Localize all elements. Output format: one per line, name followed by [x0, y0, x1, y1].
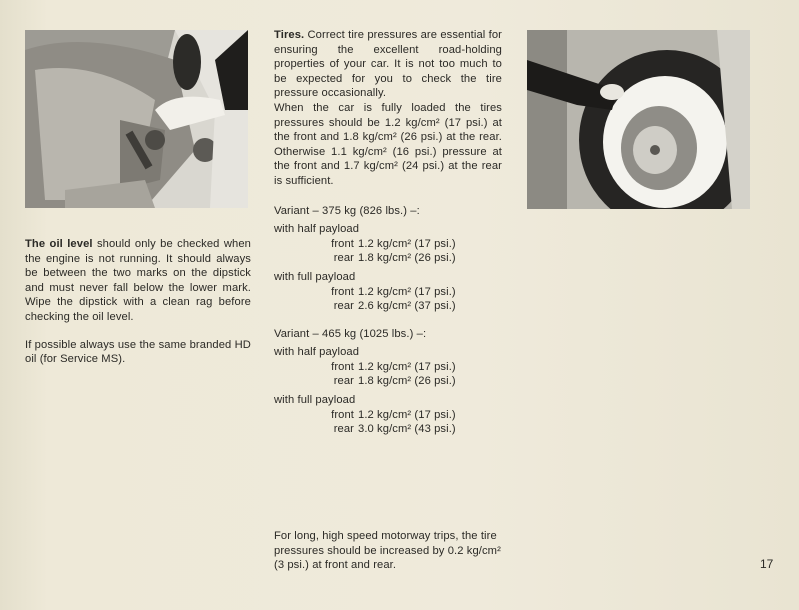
oil-level-section	[25, 237, 251, 367]
pressure-value: 1.2 kg/cm² (17 psi.)	[358, 237, 456, 250]
payload-label: with full payload	[274, 394, 356, 407]
motorway-note-text: For long, high speed motorway trips, the tire pressures should be increased by 0.2 kg/cm² (3 psi.) at front and rear.	[274, 530, 501, 572]
tires-intro-text: Correct tire pressures are essential for ensuring the excellent road-holding properties of your car. It is not too much to be expected for you to check the tire pressure occasionally.	[274, 29, 502, 100]
pressure-row	[274, 422, 502, 437]
pressure-row	[274, 299, 502, 314]
pressure-value: 1.2 kg/cm² (17 psi.)	[358, 360, 456, 373]
pressure-row	[274, 374, 502, 389]
tires-heading: Tires.	[274, 29, 305, 41]
variant-title: Variant – 375 kg (826 lbs.) –:	[274, 204, 420, 217]
tires-loaded-text: When the car is fully loaded the tires pressures should be 1.2 kg/cm² (17 psi.) at the front and 1.8 kg/cm² (26 psi.) at the rear. Otherwise 1.1 kg/cm² (16 psi.) pressure at the front and 1.7 kg/cm² (24 psi.) at the rear is sufficient.	[274, 101, 502, 187]
variant-title: Variant – 465 kg (1025 lbs.) –:	[274, 327, 427, 340]
axle-label: rear	[333, 252, 354, 265]
payload-label: with half payload	[274, 346, 360, 359]
payload-label: with full payload	[274, 270, 356, 283]
pressure-row	[274, 251, 502, 266]
tires-intro-paragraph	[274, 28, 502, 101]
pressure-value: 1.2 kg/cm² (17 psi.)	[358, 285, 456, 298]
pressure-value: 1.8 kg/cm² (26 psi.)	[358, 375, 456, 388]
axle-label: rear	[333, 375, 354, 388]
pressure-value: 2.6 kg/cm² (37 psi.)	[358, 300, 456, 313]
pressure-row	[274, 360, 502, 375]
pressure-row	[274, 408, 502, 423]
pressure-value: 1.8 kg/cm² (26 psi.)	[358, 252, 456, 265]
axle-label: front	[331, 237, 354, 250]
oil-level-heading: The oil level	[25, 238, 93, 250]
axle-label: rear	[333, 423, 354, 436]
axle-label: front	[331, 360, 354, 373]
pressure-value: 1.2 kg/cm² (17 psi.)	[358, 408, 456, 421]
tire-pressure-photo	[527, 30, 750, 209]
variant-block	[274, 327, 502, 437]
axle-label: front	[331, 285, 354, 298]
oil-level-paragraph	[25, 237, 251, 325]
motorway-note	[274, 529, 502, 573]
pressure-value: 3.0 kg/cm² (43 psi.)	[358, 423, 456, 436]
pressure-row	[274, 285, 502, 300]
tires-section	[274, 28, 502, 437]
variant-block	[274, 204, 502, 314]
page-number: 17	[760, 557, 774, 571]
oil-brand-text: If possible always use the same branded HD oil (for Service MS).	[25, 338, 251, 366]
pressure-row	[274, 237, 502, 252]
axle-label: rear	[333, 300, 354, 313]
oil-level-text: should only be checked when the engine is not running. It should always be between the two marks on the dipstick and must never fall below the lower mark. Wipe the dipstick with a clean rag before checking the oil level.	[25, 238, 251, 323]
axle-label: front	[331, 408, 354, 421]
engine-oil-photo	[25, 30, 248, 208]
payload-label: with half payload	[274, 223, 360, 236]
